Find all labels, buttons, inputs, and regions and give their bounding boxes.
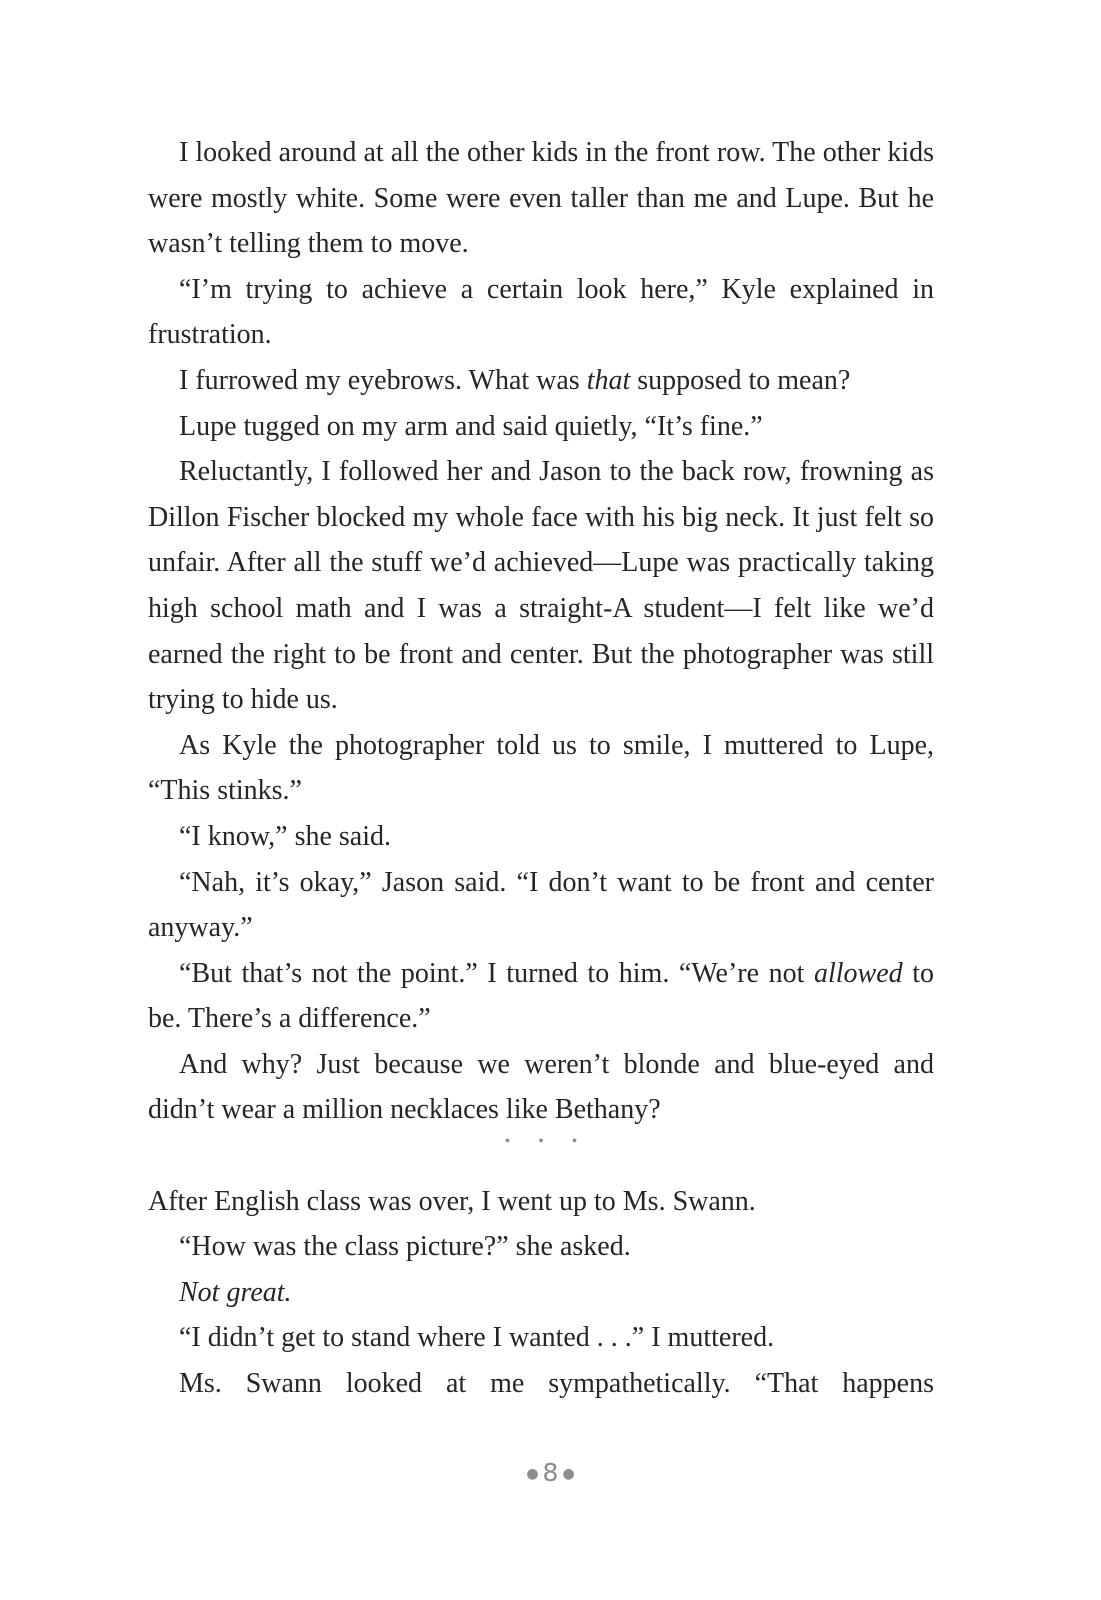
text-run: “But that’s not the point.” I turned to him. “We’re not [179,957,814,989]
paragraph: Ms. Swann looked at me sympathetically. “That happens [179,1368,934,1400]
paragraph: Reluctantly, I followed her and Jason to the back row, frowning as Dillon Fischer blocked my whole face with his big neck. It just felt so unfair. After all the stuff we’d achieved—Lupe was practically taking high school math and I was a straight-A student—I felt like we’d earned the right to be front and center. But the photographer was still trying to hide us. [148,456,934,716]
page-number-value: 8 [542,1458,559,1487]
body-text [148,130,934,1407]
bullet-icon: ● [526,1466,539,1482]
italic-text: allowed [813,957,903,989]
paragraph: “I didn’t get to stand where I wanted . . .” I muttered. [179,1322,775,1354]
paragraph: As Kyle the photographer told us to smile, I muttered to Lupe, “This stinks.” [148,729,934,807]
page-number [0,1458,1101,1487]
text-run: supposed to mean? [630,364,851,396]
italic-text: that [586,364,631,396]
paragraph: “I know,” she said. [179,820,392,852]
paragraph: I looked around at all the other kids in the front row. The other kids were mostly white. Some were even taller than me and Lupe. But he wasn’t telling them to move. [148,137,934,260]
paragraph [148,951,934,1042]
text-run: I furrowed my eyebrows. What was [179,364,587,396]
text-run: to be. There’s a difference.” [148,957,934,1035]
paragraph [148,358,934,404]
paragraph: “I’m trying to achieve a certain look here,” Kyle explained in frustration. [148,273,934,351]
paragraph: “How was the class picture?” she asked. [179,1231,631,1263]
paragraph [148,1270,934,1316]
paragraph: And why? Just because we weren’t blonde and blue-eyed and didn’t wear a million necklaces like Bethany? [148,1048,934,1126]
paragraph: After English class was over, I went up to Ms. Swann. [148,1185,756,1217]
section-break: • • • [504,1133,590,1151]
paragraph: Lupe tugged on my arm and said quietly, “It’s fine.” [179,410,763,442]
paragraph: “Nah, it’s okay,” Jason said. “I don’t want to be front and center anyway.” [148,866,934,944]
italic-text: Not great. [179,1276,292,1308]
bullet-icon: ● [562,1466,575,1482]
